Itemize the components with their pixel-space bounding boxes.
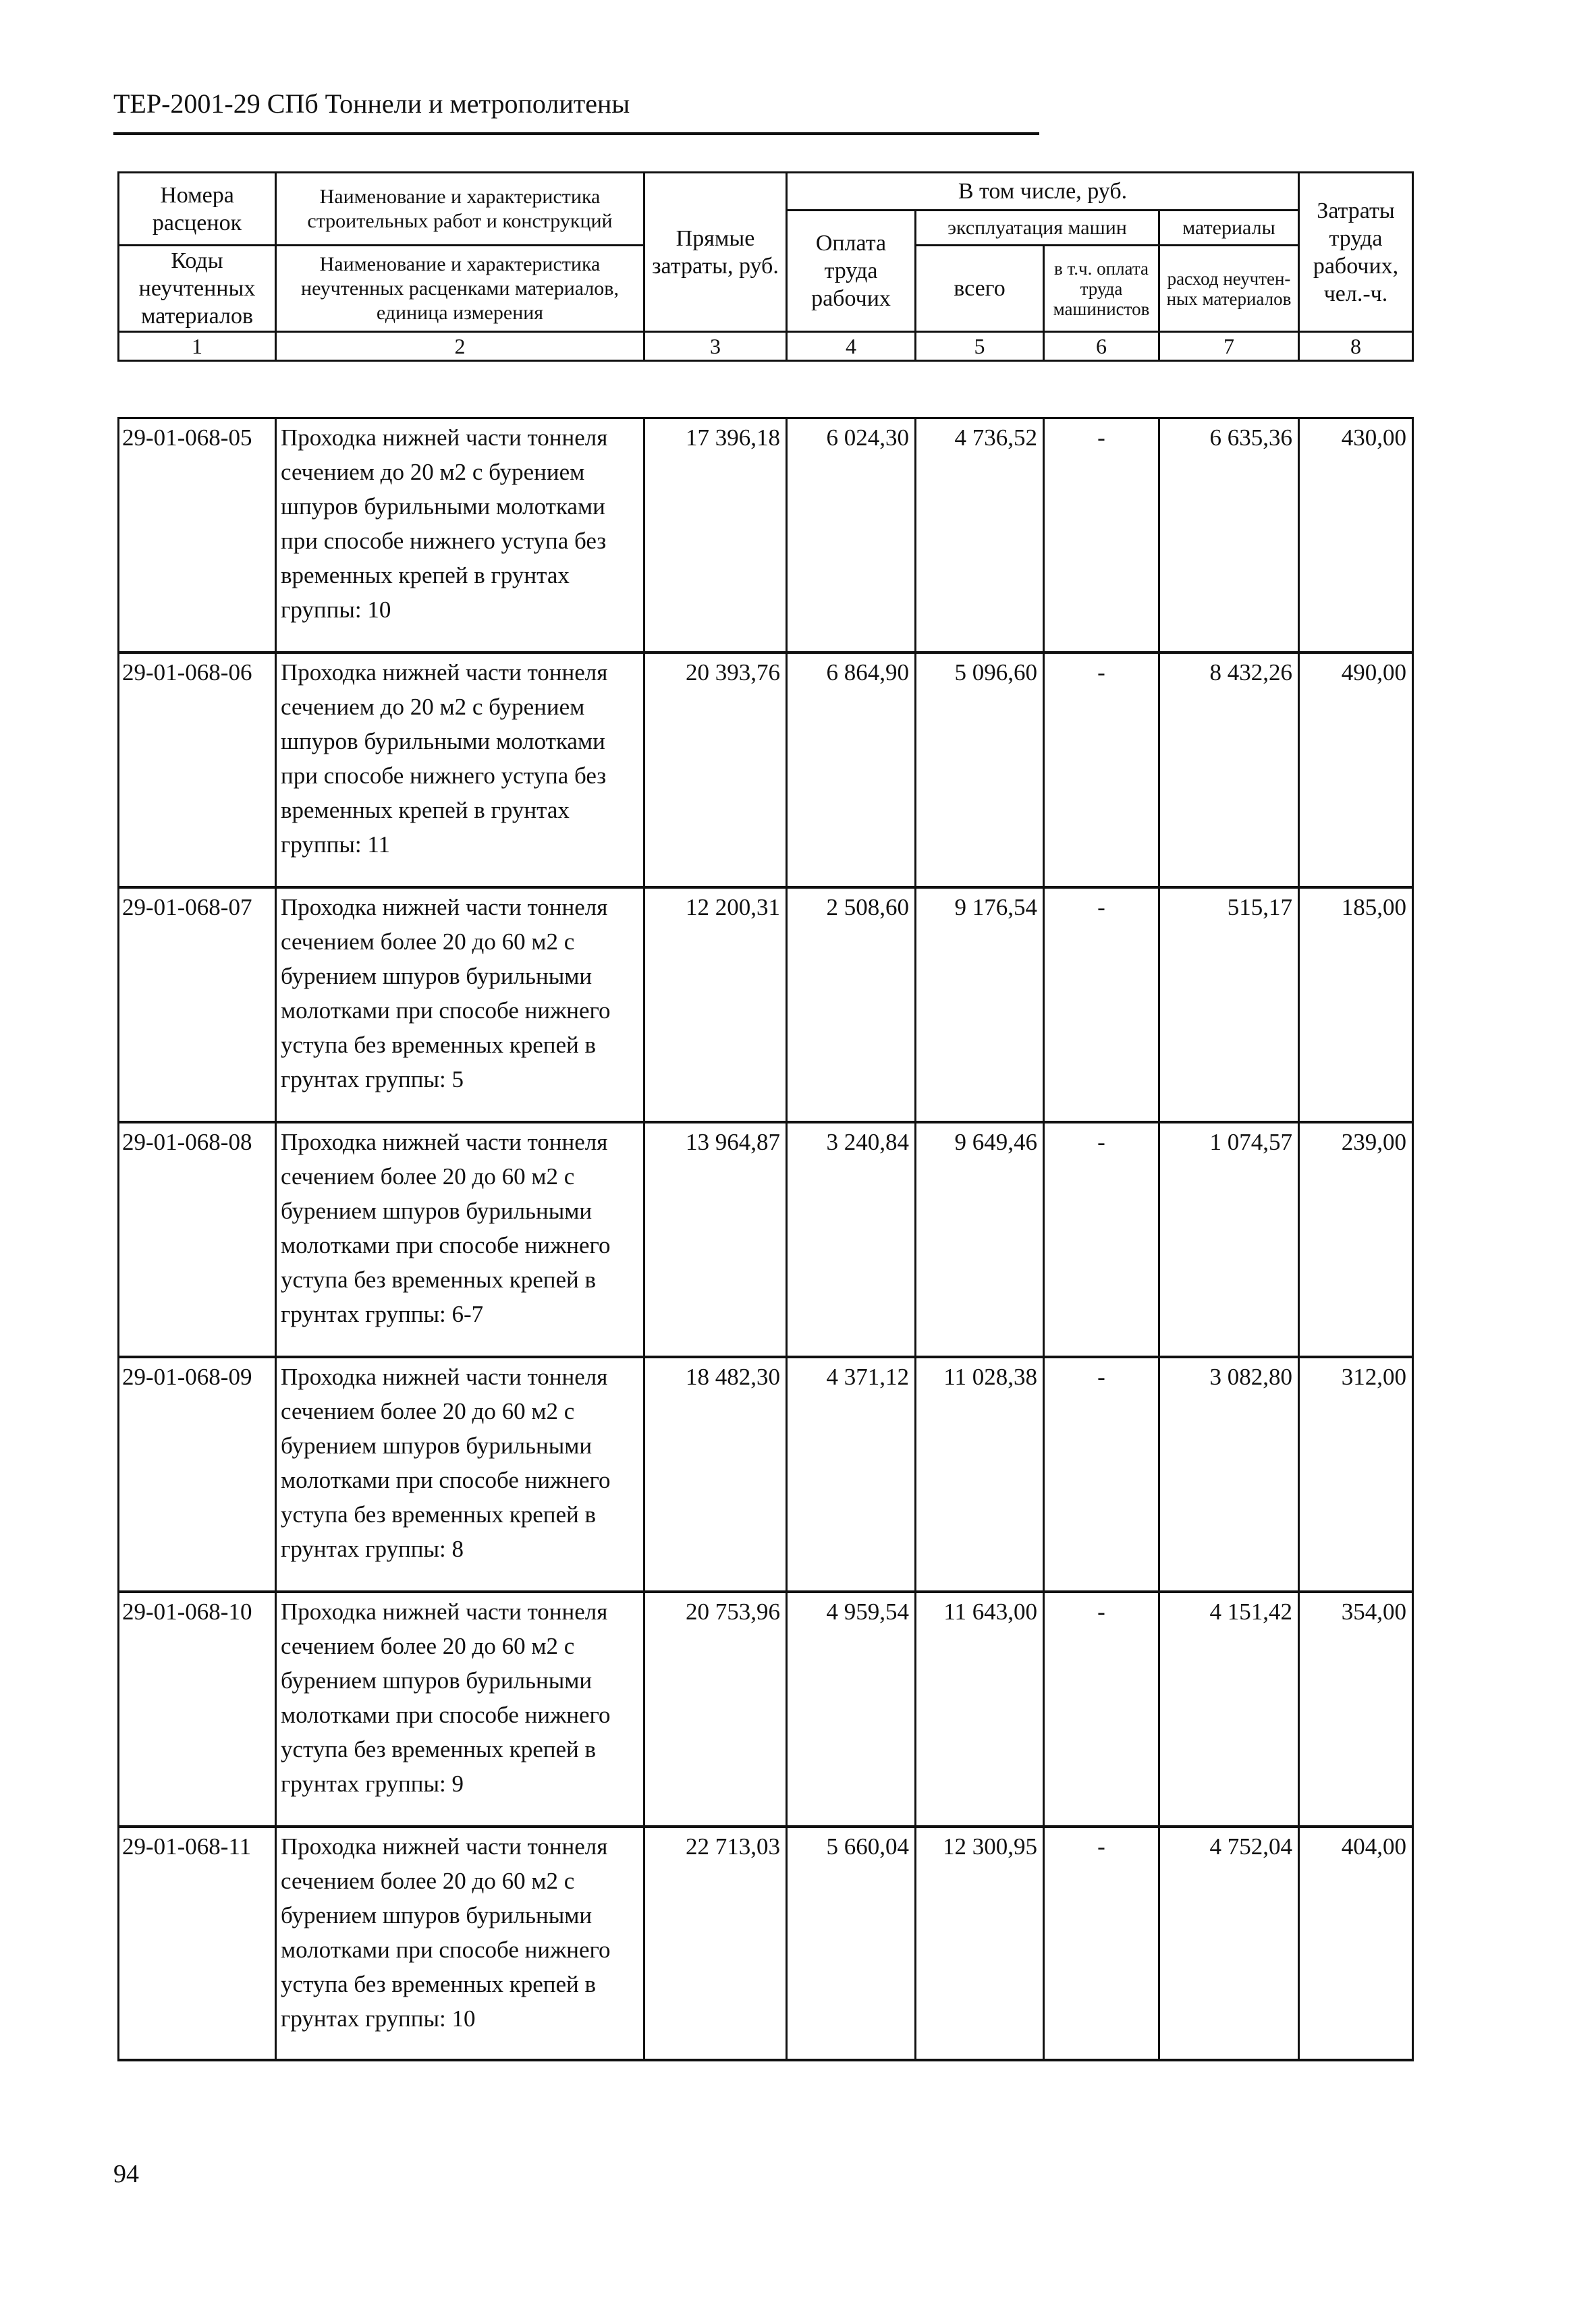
labor-pay-cell: 5 660,04 [787, 1827, 916, 2060]
table-row [119, 652, 1413, 887]
rate-description: Проходка нижней части тоннеля сечением до 20 м2 с бурением шпуров бурильными молотками при способе нижнего уступа без временных крепей в грунтах группы: 11 [276, 652, 644, 887]
labor-hours-cell: 430,00 [1299, 418, 1413, 653]
machines-total-cell: 11 643,00 [916, 1592, 1044, 1827]
header-labor-hours: Затраты труда рабочих, чел.-ч. [1299, 173, 1413, 332]
header-direct-costs: Прямые затраты, руб. [644, 173, 787, 332]
materials-cell: 1 074,57 [1159, 1122, 1299, 1357]
table-row [119, 1122, 1413, 1357]
column-number: 2 [276, 332, 644, 361]
direct-costs-cell: 20 753,96 [644, 1592, 787, 1827]
labor-pay-cell: 4 371,12 [787, 1357, 916, 1592]
column-number: 1 [119, 332, 276, 361]
labor-pay-cell: 2 508,60 [787, 887, 916, 1122]
header-material-names: Наименование и характеристика неучтенных расценками материалов, единица измерения [276, 246, 644, 332]
header-machines-total: всего [916, 246, 1044, 332]
header-materials: материалы [1159, 211, 1299, 246]
machines-total-cell: 4 736,52 [916, 418, 1044, 653]
table-row [119, 418, 1413, 653]
labor-hours-cell: 312,00 [1299, 1357, 1413, 1592]
direct-costs-cell: 22 713,03 [644, 1827, 787, 2060]
rate-description: Проходка нижней части тоннеля сечением более 20 до 60 м2 с бурением шпуров бурильными молотками при способе нижнего уступа без временных крепей в грунтах группы: 10 [276, 1827, 644, 2060]
rate-code: 29-01-068-07 [119, 887, 276, 1122]
machines-total-cell: 5 096,60 [916, 652, 1044, 887]
rate-code: 29-01-068-06 [119, 652, 276, 887]
materials-cell: 6 635,36 [1159, 418, 1299, 653]
rate-code: 29-01-068-10 [119, 1592, 276, 1827]
labor-hours-cell: 490,00 [1299, 652, 1413, 887]
header-work-name: Наименование и характеристика строительных работ и конструкций [276, 173, 644, 246]
machinists-pay-cell: - [1044, 1592, 1159, 1827]
direct-costs-cell: 18 482,30 [644, 1357, 787, 1592]
labor-hours-cell: 185,00 [1299, 887, 1413, 1122]
machinists-pay-cell: - [1044, 1122, 1159, 1357]
machinists-pay-cell: - [1044, 1357, 1159, 1592]
document-title: ТЕР-2001-29 СПб Тоннели и метрополитены [113, 88, 630, 119]
rates-table [117, 417, 1414, 2061]
header-machine-operation: эксплуатация машин [916, 211, 1159, 246]
table-row [119, 887, 1413, 1122]
rate-description: Проходка нижней части тоннеля сечением более 20 до 60 м2 с бурением шпуров бурильными молотками при способе нижнего уступа без временных крепей в грунтах группы: 8 [276, 1357, 644, 1592]
column-number: 4 [787, 332, 916, 361]
table-row [119, 1827, 1413, 2060]
column-number: 7 [1159, 332, 1299, 361]
title-rule [113, 132, 1039, 135]
machines-total-cell: 9 176,54 [916, 887, 1044, 1122]
materials-cell: 8 432,26 [1159, 652, 1299, 887]
machinists-pay-cell: - [1044, 887, 1159, 1122]
labor-hours-cell: 239,00 [1299, 1122, 1413, 1357]
page-number: 94 [113, 2160, 139, 2188]
machines-total-cell: 11 028,38 [916, 1357, 1044, 1592]
header-material-codes: Коды неучтенных материалов [119, 246, 276, 332]
column-number: 3 [644, 332, 787, 361]
labor-pay-cell: 6 024,30 [787, 418, 916, 653]
materials-cell: 4 752,04 [1159, 1827, 1299, 2060]
header-labor-pay: Оплата труда рабочих [787, 211, 916, 332]
rate-description: Проходка нижней части тоннеля сечением до 20 м2 с бурением шпуров бурильными молотками при способе нижнего уступа без временных крепей в грунтах группы: 10 [276, 418, 644, 653]
column-number: 8 [1299, 332, 1413, 361]
header-unaccounted-materials: расход неучтен-ных материалов [1159, 246, 1299, 332]
labor-hours-cell: 354,00 [1299, 1592, 1413, 1827]
direct-costs-cell: 20 393,76 [644, 652, 787, 887]
materials-cell: 515,17 [1159, 887, 1299, 1122]
machines-total-cell: 9 649,46 [916, 1122, 1044, 1357]
machinists-pay-cell: - [1044, 418, 1159, 653]
machinists-pay-cell: - [1044, 652, 1159, 887]
header-machinists-pay: в т.ч. оплата труда машинистов [1044, 246, 1159, 332]
labor-pay-cell: 6 864,90 [787, 652, 916, 887]
labor-hours-cell: 404,00 [1299, 1827, 1413, 2060]
direct-costs-cell: 13 964,87 [644, 1122, 787, 1357]
rate-code: 29-01-068-05 [119, 418, 276, 653]
materials-cell: 3 082,80 [1159, 1357, 1299, 1592]
rate-code: 29-01-068-09 [119, 1357, 276, 1592]
machinists-pay-cell: - [1044, 1827, 1159, 2060]
table-row [119, 1592, 1413, 1827]
labor-pay-cell: 3 240,84 [787, 1122, 916, 1357]
table-row [119, 1357, 1413, 1592]
column-number: 5 [916, 332, 1044, 361]
header-including: В том числе, руб. [787, 173, 1299, 211]
header-rate-numbers: Номера расценок [119, 173, 276, 246]
column-number: 6 [1044, 332, 1159, 361]
direct-costs-cell: 17 396,18 [644, 418, 787, 653]
rate-description: Проходка нижней части тоннеля сечением более 20 до 60 м2 с бурением шпуров бурильными молотками при способе нижнего уступа без временных крепей в грунтах группы: 9 [276, 1592, 644, 1827]
table-header [117, 171, 1414, 362]
rate-description: Проходка нижней части тоннеля сечением более 20 до 60 м2 с бурением шпуров бурильными молотками при способе нижнего уступа без временных крепей в грунтах группы: 6-7 [276, 1122, 644, 1357]
direct-costs-cell: 12 200,31 [644, 887, 787, 1122]
materials-cell: 4 151,42 [1159, 1592, 1299, 1827]
labor-pay-cell: 4 959,54 [787, 1592, 916, 1827]
rate-description: Проходка нижней части тоннеля сечением более 20 до 60 м2 с бурением шпуров бурильными молотками при способе нижнего уступа без временных крепей в грунтах группы: 5 [276, 887, 644, 1122]
machines-total-cell: 12 300,95 [916, 1827, 1044, 2060]
rate-code: 29-01-068-11 [119, 1827, 276, 2060]
rate-code: 29-01-068-08 [119, 1122, 276, 1357]
